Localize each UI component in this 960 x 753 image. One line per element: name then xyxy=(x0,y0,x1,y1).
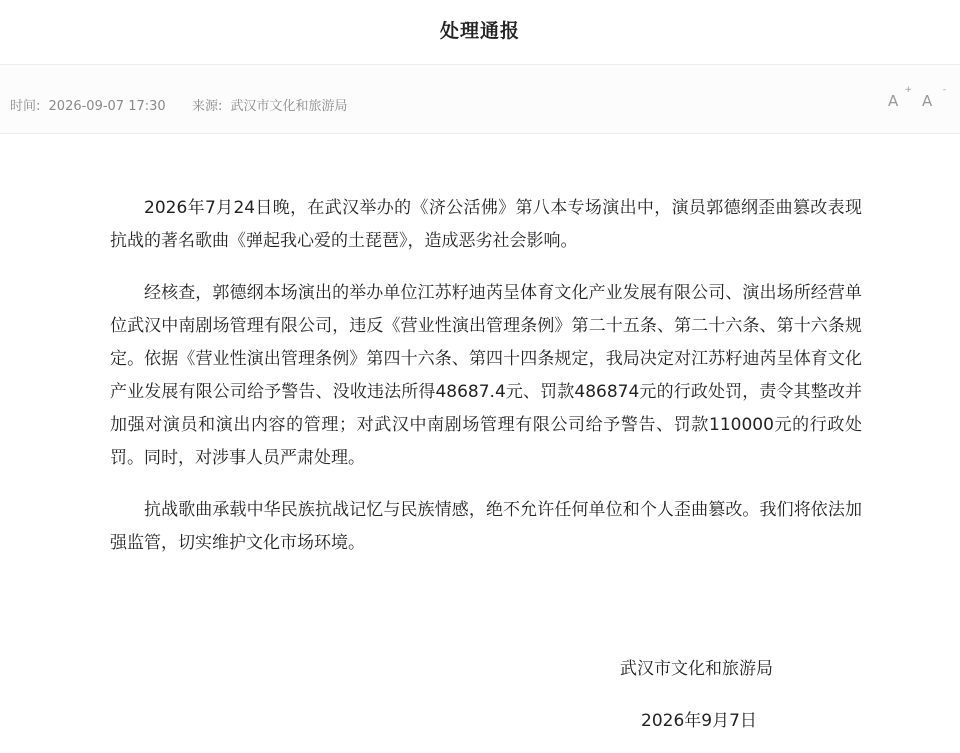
paragraph-1: 2026年7月24日晚，在武汉举办的《济公活佛》第八本专场演出中，演员郭德纲歪曲篡改表现抗战的著名歌曲《弹起我心爱的土琵琶》，造成恶劣社会影响。 xyxy=(110,198,862,251)
article-meta xyxy=(10,95,352,114)
article-meta-bar xyxy=(0,64,960,134)
article-body xyxy=(110,192,862,579)
source-value: 武汉市文化和旅游局 xyxy=(230,99,348,114)
time-value: 2026-09-07 17:30 xyxy=(48,99,166,114)
article-page: 处理通报 时间: 2026-09-07 17:30 来源: 武汉市文化和旅游局 A + A - 2026年7月24日晚，在武汉举办的《济公活佛》第八本专场演出中，演员郭德纲歪曲篡改表现抗战的著名歌曲《弹起我心爱的土琵琶》，造成恶劣社会影响。 经核查，郭德纲本场演出的举办单位江苏籽迪芮呈体育文化产业发展有限公司、演出场所经营单位武汉中南剧场管理有限公司，违反《营业性演出管理条例》第二十五条、第二十六条、第十六条规定。依据《营业性演出管理条例》第四十六条、第四十四条规定，我局决定对江苏籽迪芮呈体育文化产业发展有限公司给予警告、没收违法所得48687.4元、罚款486874元的行政处罚，责令其整改并加强对演员和演出内容的管理；对武汉中南剧场管理有限公司给予警告、罚款110000元的行政处罚。同时，对涉事人员严肃处理。 抗战歌曲承载中华民族抗战记忆与民族情感，绝不允许任何单位和个人歪曲篡改。我们将依法加强监管，切实维护文化市场环境。 武汉市文化和旅游局 2026年9月7日 xyxy=(0,0,960,753)
font-decrease-icon: A xyxy=(922,92,933,110)
paragraph-2: 经核查，郭德纲本场演出的举办单位江苏籽迪芮呈体育文化产业发展有限公司、演出场所经营单位武汉中南剧场管理有限公司，违反《营业性演出管理条例》第二十五条、第二十六条、第十六条规定。依据《营业性演出管理条例》第四十六条、第四十四条规定，我局决定对江苏籽迪芮呈体育文化产业发展有限公司给予警告、没收违法所得48687.4元、罚款486874元的行政处罚，责令其整改并加强对演员和演出内容的管理；对武汉中南剧场管理有限公司给予警告、罚款110000元的行政处罚。同时，对涉事人员严肃处理。 xyxy=(110,283,862,468)
font-size-tools xyxy=(888,85,946,111)
source-label: 来源: xyxy=(191,99,223,114)
font-increase-icon: A xyxy=(888,92,899,110)
time-label: 时间: xyxy=(10,99,41,114)
page-title: 处理通报 xyxy=(439,20,520,42)
paragraph-3: 抗战歌曲承载中华民族抗战记忆与民族情感，绝不允许任何单位和个人歪曲篡改。我们将依法加强监管，切实维护文化市场环境。 xyxy=(110,500,862,553)
font-increase-button[interactable]: A + xyxy=(888,85,912,110)
font-decrease-button[interactable]: A - xyxy=(922,85,946,110)
